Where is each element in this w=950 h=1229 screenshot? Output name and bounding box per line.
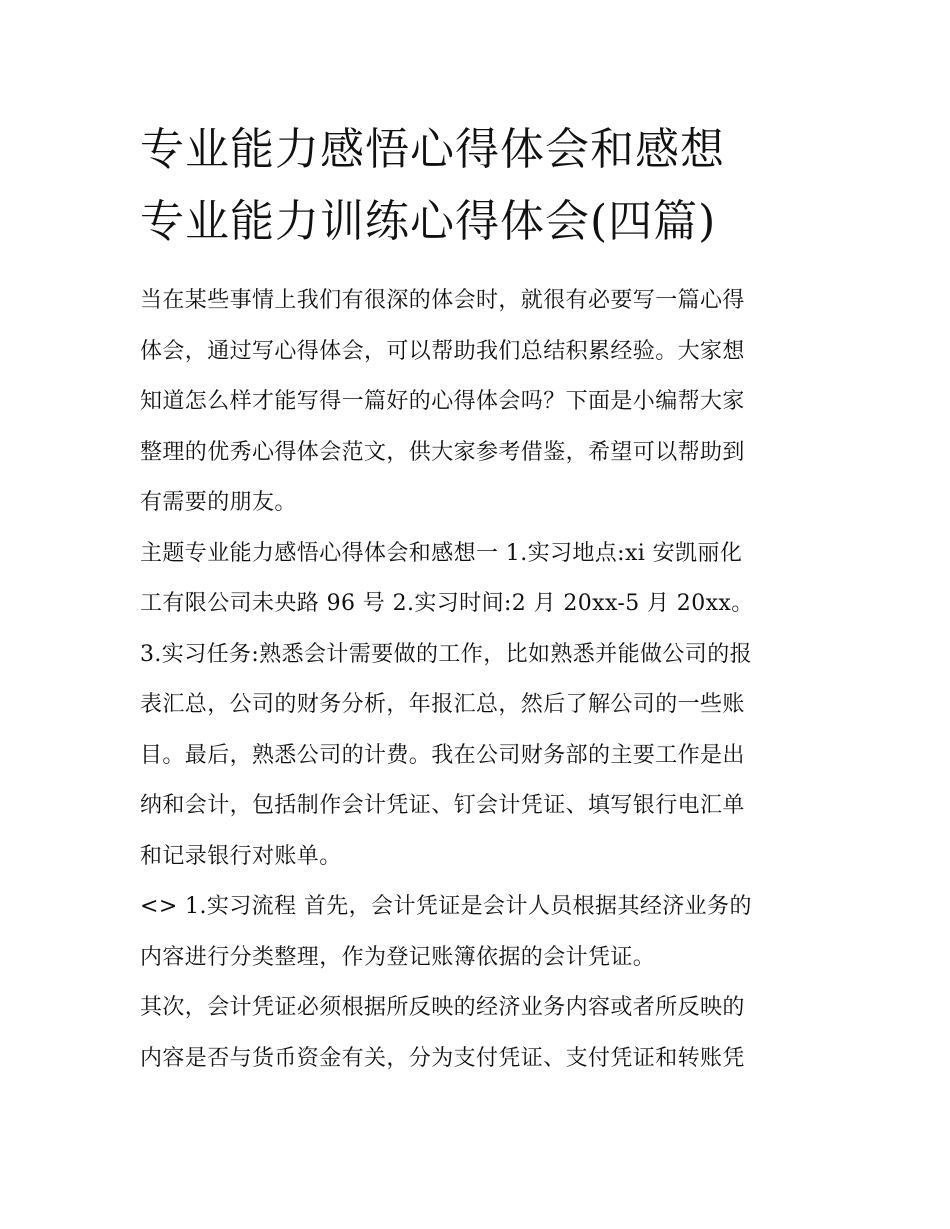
paragraph-voucher-types: 其次，会计凭证必须根据所反映的经济业务内容或者所反映的 内容是否与货币资金有关，分为支付凭证、支付凭证和转账凭 — [140, 995, 745, 1071]
document-title: 专业能力感悟心得体会和感想 专业能力训练心得体会(四篇) — [140, 124, 725, 247]
document-body — [140, 276, 820, 1084]
paragraph-internship-location-time: 主题专业能力感悟心得体会和感想一 1.实习地点:xi 安凯丽化 工有限公司未央路 96 号 2.实习时间:2 月 20xx-5 月 20xx。 — [140, 540, 754, 616]
paragraph-internship-tasks: 3.实习任务:熟悉会计需要做的工作，比如熟悉并能做公司的报 表汇总，公司的财务分析，年报汇总，然后了解公司的一些账 目。最后，熟悉公司的计费。我在公司财务部的主要工作是出 纳和会计，包括制作会计凭证、钉会计凭证、填写银行电汇单 和记录银行对账单。 — [140, 641, 753, 869]
paragraph-intro: 当在某些事情上我们有很深的体会时，就很有必要写一篇心得 体会，通过写心得体会，可以帮助我们总结积累经验。大家想 知道怎么样才能写得一篇好的心得体会吗？下面是小编帮大家 整理的优秀心得体会范文，供大家参考借鉴，希望可以帮助到 有需要的朋友。 — [140, 288, 745, 515]
paragraph-internship-process: <> 1.实习流程 首先，会计凭证是会计人员根据其经济业务的 内容进行分类整理，作为登记账簿依据的会计凭证。 — [140, 894, 752, 970]
